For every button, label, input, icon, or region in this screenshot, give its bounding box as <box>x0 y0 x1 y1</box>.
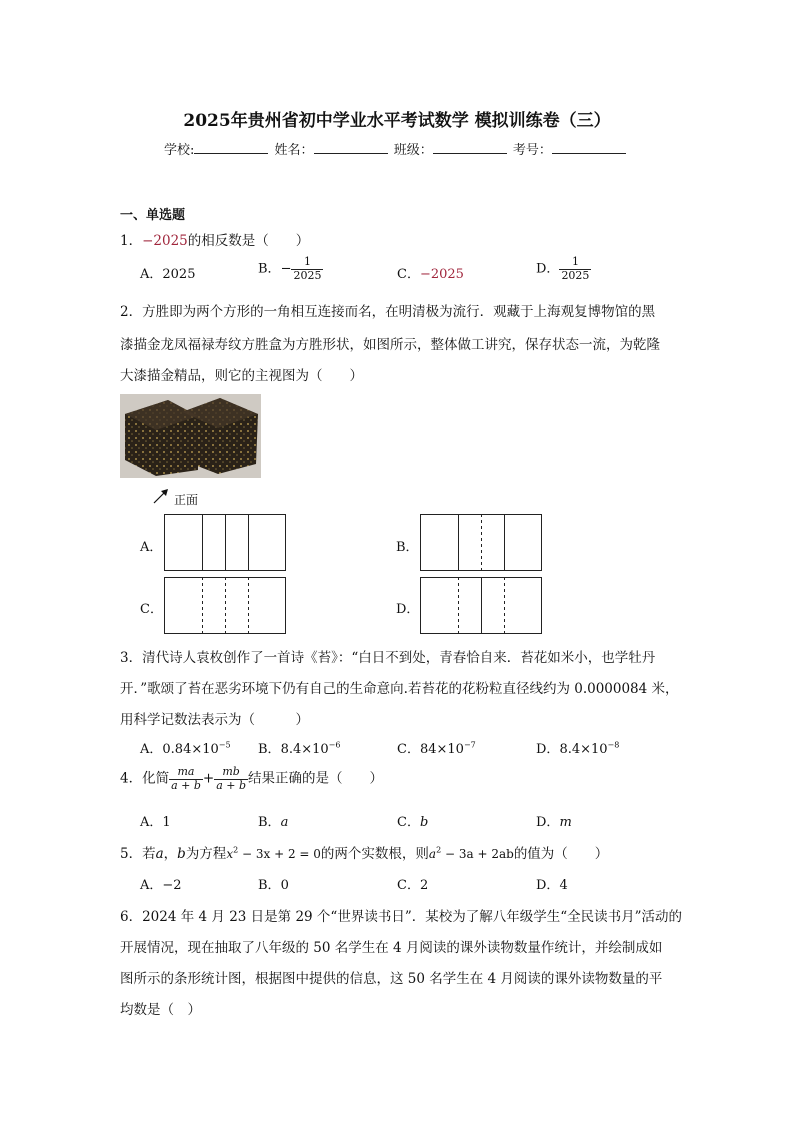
q4-suffix: 结果正确的是（ ） <box>248 770 384 787</box>
denominator: a + b <box>171 778 201 792</box>
numerator: mb <box>214 766 248 780</box>
variable-b: b <box>177 846 186 862</box>
q6-line-1: 6．2024 年 4 月 23 日是第 29 个“世界读书日”．某校为了解八年级学生“全民读书月”活动的 <box>120 909 683 925</box>
q2-option-b-label: B． <box>396 540 419 555</box>
q2-option-d-label: D． <box>396 602 420 617</box>
q4-prefix: 4．化简 <box>120 770 170 787</box>
section-heading: 一、单选题 <box>120 208 186 223</box>
plus-sign: + <box>202 770 215 787</box>
q3-option-c <box>397 738 476 757</box>
denominator: 2025 <box>293 268 322 282</box>
q5-mid2: 的两个实数根，则 <box>320 846 429 862</box>
option-value: 2 <box>419 878 429 893</box>
question-4 <box>120 766 383 792</box>
option-value: 1 <box>162 815 171 830</box>
option-label: C． <box>397 267 420 282</box>
q1-option-a <box>140 263 195 282</box>
q5-suffix: 的值为（ ） <box>513 846 609 862</box>
expression-exponent: 2 <box>436 845 442 855</box>
q5-prefix: 5．若 <box>120 846 156 862</box>
class-blank[interactable] <box>433 141 507 154</box>
q2-option-d-figure <box>420 577 543 635</box>
denominator: a + b <box>216 778 247 792</box>
q1-option-c <box>397 263 464 282</box>
equation-var: x <box>226 847 234 861</box>
number-label: 考号： <box>512 143 552 158</box>
question-1 <box>120 229 309 249</box>
option-label: B． <box>258 878 281 893</box>
option-base: 84×10 <box>419 742 464 757</box>
option-value: a <box>280 815 289 830</box>
option-value: b <box>419 815 429 830</box>
fraction <box>214 766 248 792</box>
option-value: −2025 <box>419 267 464 282</box>
option-value: 2025 <box>162 267 196 282</box>
q6-line-3: 图所示的条形统计图，根据图中提供的信息，这 50 名学生在 4 月阅读的课外读物数量的平 <box>120 971 663 987</box>
q2-option-a-figure <box>164 514 287 572</box>
q5-option-b <box>258 874 289 893</box>
q1-option-d <box>536 256 591 282</box>
q4-option-a <box>140 811 171 830</box>
option-label: D． <box>536 878 560 893</box>
q2-line-1: 2．方胜即为两个方形的一角相互连接而名，在明清极为流行．观藏于上海观复博物馆的黑 <box>120 304 656 320</box>
option-label: C． <box>397 878 420 893</box>
option-label: A． <box>140 267 163 282</box>
number-blank[interactable] <box>552 141 626 154</box>
option-exponent: −6 <box>328 740 341 750</box>
option-label: B． <box>258 815 281 830</box>
front-label: 正面 <box>174 493 199 507</box>
q5-option-c <box>397 874 428 893</box>
numerator: 1 <box>291 256 323 270</box>
q3-option-d <box>536 738 619 757</box>
variable-a: a <box>155 846 164 862</box>
equation-exponent: 2 <box>233 845 239 855</box>
class-label: 班级： <box>393 143 433 158</box>
q1-expression: −2025 <box>142 233 188 249</box>
option-base: 8.4×10 <box>559 742 608 757</box>
q2-option-c-figure <box>164 577 287 635</box>
option-base: 8.4×10 <box>280 742 329 757</box>
option-label: D． <box>536 815 560 830</box>
option-exponent: −7 <box>463 740 476 750</box>
option-exponent: −5 <box>218 740 231 750</box>
option-label: B． <box>258 261 281 277</box>
q4-option-d <box>536 811 572 830</box>
q6-line-2: 开展情况，现在抽取了八年级的 50 名学生在 4 月阅读的课外读物数量作统计，并绘制成如 <box>120 940 663 956</box>
option-label: A． <box>140 742 163 757</box>
q5-option-a <box>140 874 182 893</box>
q6-line-4: 均数是（ ） <box>120 1002 201 1018</box>
q3-option-b <box>258 738 340 757</box>
option-label: A． <box>140 815 163 830</box>
page-title: 2025年贵州省初中学业水平考试数学 模拟训练卷（三） <box>183 111 611 131</box>
q5-mid: 为方程 <box>185 846 227 862</box>
q2-option-c-label: C． <box>140 602 163 617</box>
expression-var: a <box>428 847 437 861</box>
fraction <box>169 766 203 792</box>
student-info-fields <box>164 139 628 158</box>
numerator: ma <box>169 766 203 780</box>
separator: ， <box>163 846 178 862</box>
school-label: 学校: <box>164 143 195 158</box>
option-label: A． <box>140 878 163 893</box>
q2-line-2: 漆描金龙凤福禄寿纹方胜盒为方胜形状，如图所示，整体做工讲究，保存状态一流，为乾隆 <box>120 337 660 353</box>
q2-option-a-label: A． <box>140 540 163 555</box>
arrow-up-right-icon <box>152 486 172 506</box>
q3-line-1: 3．清代诗人袁枚创作了一首诗《苔》：“白日不到处，青春恰自来．苔花如米小，也学牡丹 <box>120 650 656 666</box>
q3-option-a <box>140 738 231 757</box>
fraction <box>559 256 591 282</box>
option-label: D． <box>536 742 560 757</box>
option-value: 0 <box>280 878 289 893</box>
option-label: B． <box>258 742 281 757</box>
q4-option-c <box>397 811 428 830</box>
denominator: 2025 <box>561 268 590 282</box>
q1-text: 的相反数是（ ） <box>187 233 310 249</box>
name-blank[interactable] <box>314 141 388 154</box>
option-label: C． <box>397 742 420 757</box>
lacquer-box-photo <box>120 394 261 478</box>
q1-option-b <box>258 256 323 282</box>
q3-line-3: 用科学记数法表示为（ ） <box>120 712 309 728</box>
expression-rest: − 3a + 2ab <box>441 847 514 861</box>
q2-option-b-figure <box>420 514 543 572</box>
fraction <box>291 256 323 282</box>
q4-option-b <box>258 811 288 830</box>
option-value: m <box>559 815 572 830</box>
q3-line-2: 开．”歌颂了苔在恶劣环境下仍有自己的生命意向.若苔花的花粉粒直径线约为 0.0000084 米， <box>120 681 679 697</box>
name-label: 姓名： <box>274 143 314 158</box>
option-value: 4 <box>559 878 568 893</box>
option-base: 0.84×10 <box>162 742 219 757</box>
minus-sign: − <box>280 261 292 277</box>
equation-rest: − 3x + 2 = 0 <box>238 847 321 861</box>
option-value: −2 <box>162 878 182 893</box>
school-blank[interactable] <box>194 141 268 154</box>
q1-number: 1． <box>120 233 143 249</box>
q2-line-3: 大漆描金精品，则它的主视图为（ ） <box>120 368 363 384</box>
option-exponent: −8 <box>607 740 620 750</box>
question-5 <box>120 842 608 862</box>
option-label: D． <box>536 261 560 277</box>
q5-option-d <box>536 874 568 893</box>
numerator: 1 <box>559 256 591 270</box>
option-label: C． <box>397 815 420 830</box>
